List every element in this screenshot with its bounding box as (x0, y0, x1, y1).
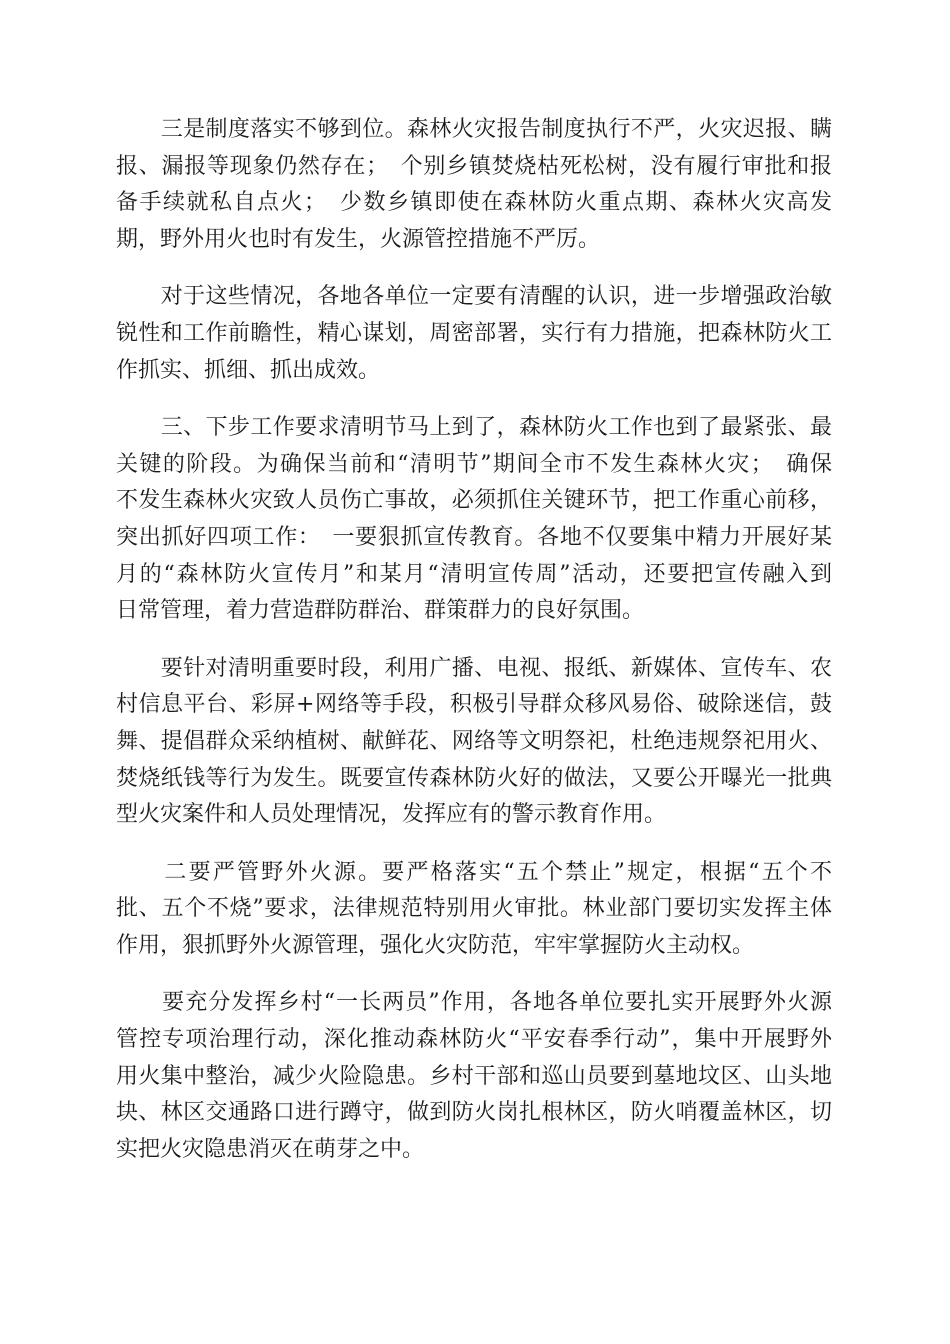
paragraph-3 (116, 410, 832, 630)
paragraph-1 (116, 112, 832, 258)
paragraph-line: 二要严管野外火源。要严格落实“五个禁止”规定，根据“五个不 (116, 859, 832, 885)
paragraph-line: 突出抓好四项工作： 一要狠抓宣传教育。各地不仅要集中精力开展好某 (116, 524, 832, 550)
paragraph-line: 关键的阶段。为确保当前和“清明节”期间全市不发生森林火灾； 确保 (116, 451, 832, 477)
paragraph-line: 村信息平台、彩屏+网络等手段，积极引导群众移风易俗、破除迷信，鼓 (116, 692, 832, 718)
paragraph-line: 管控专项治理行动，深化推动森林防火“平安春季行动”，集中开展野外 (116, 1027, 832, 1053)
paragraph-4 (116, 651, 832, 834)
paragraph-line: 舞、提倡群众采纳植树、献鲜花、网络等文明祭祀，杜绝违规祭祀用火、 (116, 728, 832, 754)
paragraph-line: 焚烧纸钱等行为发生。既要宣传森林防火好的做法，又要公开曝光一批典 (116, 765, 832, 791)
paragraph-6 (116, 985, 832, 1168)
paragraph-line: 作抓实、抓细、抓出成效。 (116, 357, 381, 383)
paragraph-line: 报、漏报等现象仍然存在； 个别乡镇焚烧枯死松树，没有履行审批和报 (116, 153, 832, 179)
paragraph-line: 实把火灾隐患消灭在萌芽之中。 (116, 1136, 425, 1162)
paragraph-2 (116, 279, 832, 389)
paragraph-line: 日常管理，着力营造群防群治、群策群力的良好氛围。 (116, 598, 645, 624)
paragraph-line: 要充分发挥乡村“一长两员”作用，各地各单位要扎实开展野外火源 (116, 990, 832, 1016)
paragraph-line: 作用，狠抓野外火源管理，强化火灾防范，牢牢掌握防火主动权。 (116, 932, 755, 958)
paragraph-line: 锐性和工作前瞻性，精心谋划，周密部署，实行有力措施，把森林防火工 (116, 320, 832, 346)
paragraph-line: 三是制度落实不够到位。森林火灾报告制度执行不严，火灾迟报、瞒 (116, 117, 832, 142)
paragraph-line: 备手续就私自点火； 少数乡镇即使在森林防火重点期、森林火灾高发 (116, 190, 832, 216)
paragraph-5 (116, 855, 832, 965)
document-body (116, 112, 832, 1189)
paragraph-line: 用火集中整治，减少火险隐患。乡村干部和巡山员要到墓地坟区、山头地 (116, 1063, 832, 1089)
paragraph-line: 块、林区交通路口进行蹲守，做到防火岗扎根林区，防火哨覆盖林区，切 (116, 1100, 832, 1126)
paragraph-line: 型火灾案件和人员处理情况，发挥应有的警示教育作用。 (116, 802, 667, 828)
paragraph-line: 对于这些情况，各地各单位一定要有清醒的认识，进一步增强政治敏 (116, 284, 832, 310)
paragraph-line: 期，野外用火也时有发生，火源管控措施不严厉。 (116, 226, 601, 252)
paragraph-line: 不发生森林火灾致人员伤亡事故，必须抓住关键环节，把工作重心前移， (116, 488, 832, 514)
paragraph-line: 月的“森林防火宣传月”和某月“清明宣传周”活动，还要把宣传融入到 (116, 561, 832, 587)
paragraph-line: 批、五个不烧”要求，法律规范特别用火审批。林业部门要切实发挥主体 (116, 896, 832, 922)
paragraph-line: 要针对清明重要时段，利用广播、电视、报纸、新媒体、宣传车、农 (116, 655, 832, 681)
paragraph-line: 三、下步工作要求清明节马上到了，森林防火工作也到了最紧张、最 (116, 415, 832, 441)
